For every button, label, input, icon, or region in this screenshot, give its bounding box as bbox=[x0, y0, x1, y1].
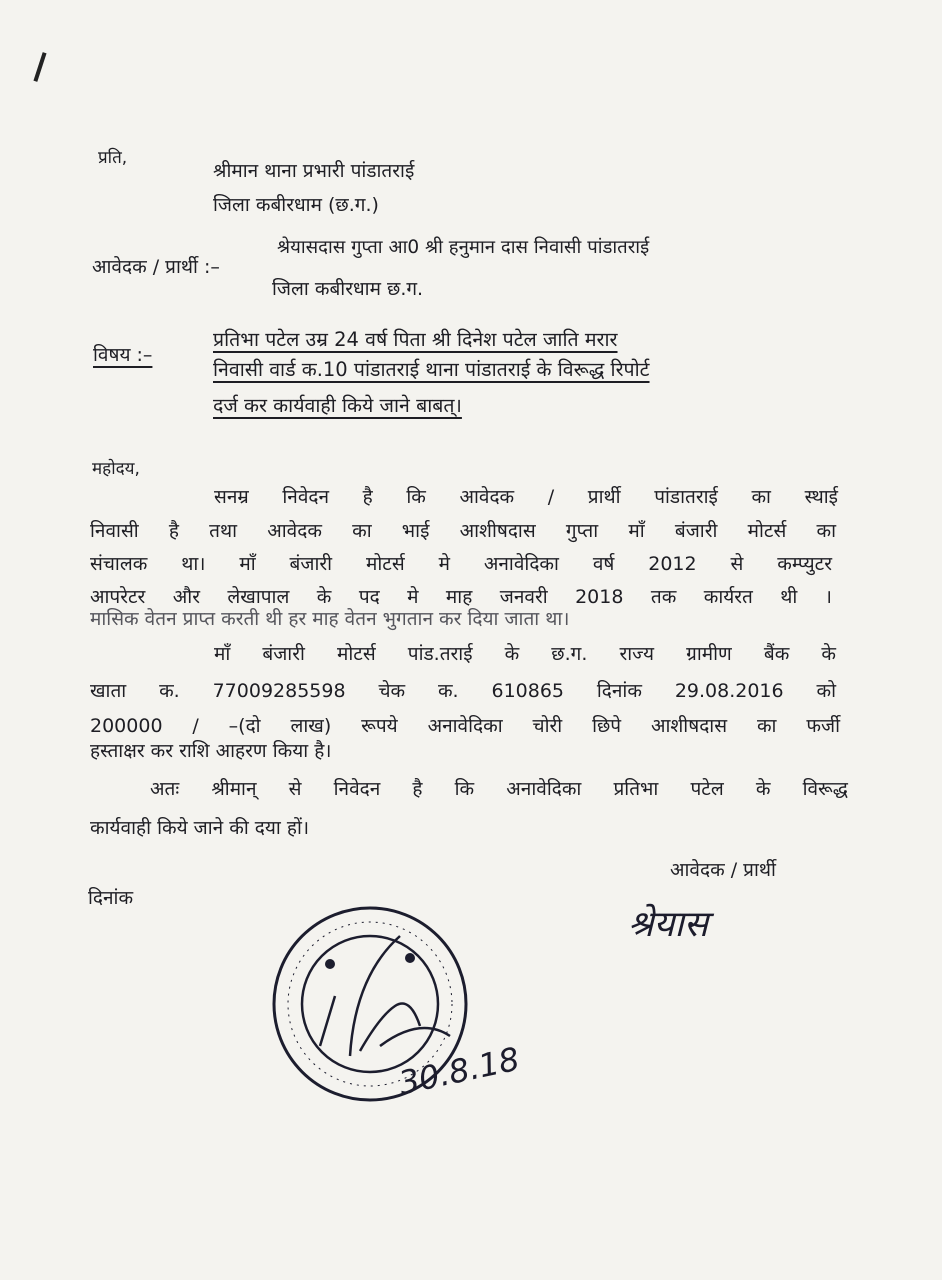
body-p3-line-2: कार्यवाही किये जाने की दया हों। bbox=[90, 817, 310, 839]
body-p1-line-3: संचालक था। माँ बंजारी मोटर्स मे अनावेदिका वर्ष 2012 से कम्प्युटर bbox=[90, 553, 832, 575]
stray-mark bbox=[33, 52, 46, 82]
date-label: दिनांक bbox=[88, 887, 134, 909]
body-p1-line-2: निवासी है तथा आवेदक का भाई आशीषदास गुप्ता माँ बंजारी मोटर्स का bbox=[90, 520, 836, 542]
subject-line-3: दर्ज कर कार्यवाही किये जाने बाबत्। bbox=[213, 394, 462, 417]
body-p2-line-2: खाता क. 77009285598 चेक क. 610865 दिनांक 29.08.2016 को bbox=[90, 680, 836, 702]
body-p3-line-1: अतः श्रीमान् से निवेदन है कि अनावेदिका प्रतिभा पटेल के विरूद्ध bbox=[150, 778, 848, 800]
body-p1-line-5: मासिक वेतन प्राप्त करती थी हर माह वेतन भुगतान कर दिया जाता था। bbox=[90, 608, 570, 630]
applicant-signature: श्रेयास bbox=[628, 904, 709, 945]
subject-line-1: प्रतिभा पटेल उम्र 24 वर्ष पिता श्री दिनेश पटेल जाति मरार bbox=[213, 328, 618, 351]
applicant-line-1: श्रेयासदास गुप्ता आ0 श्री हनुमान दास निवासी पांडातराई bbox=[277, 237, 650, 258]
salutation: महोदय, bbox=[92, 459, 140, 479]
body-p1-line-4: आपरेटर और लेखापाल के पद मे माह जनवरी 2018 तक कार्यरत थी । bbox=[90, 586, 832, 608]
stamp-date: 30.8.18 bbox=[395, 1039, 523, 1103]
body-p2-line-4: हस्ताक्षर कर राशि आहरण किया है। bbox=[90, 740, 332, 762]
signer-label: आवेदक / प्रार्थी bbox=[670, 859, 776, 881]
applicant-label: आवेदक / प्रार्थी :– bbox=[92, 256, 220, 278]
applicant-line-2: जिला कबीरधाम छ.ग. bbox=[272, 278, 424, 300]
body-p2-line-3: 200000 / –(दो लाख) रूपये अनावेदिका चोरी छिपे आशीषदास का फर्जी bbox=[90, 715, 840, 737]
subject-label: विषय :– bbox=[93, 344, 153, 366]
to-line-1: श्रीमान थाना प्रभारी पांडातराई bbox=[213, 160, 415, 182]
subject-line-2: निवासी वार्ड क.10 पांडातराई थाना पांडातराई के विरूद्ध रिपोर्ट bbox=[213, 358, 650, 381]
body-p2-line-1: माँ बंजारी मोटर्स पांड.तराई के छ.ग. राज्य ग्रामीण बैंक के bbox=[214, 643, 836, 665]
to-prefix: प्रति, bbox=[98, 148, 128, 168]
body-p1-line-1: सनम्र निवेदन है कि आवेदक / प्रार्थी पांडातराई का स्थाई bbox=[214, 486, 838, 508]
to-line-2: जिला कबीरधाम (छ.ग.) bbox=[213, 194, 379, 216]
